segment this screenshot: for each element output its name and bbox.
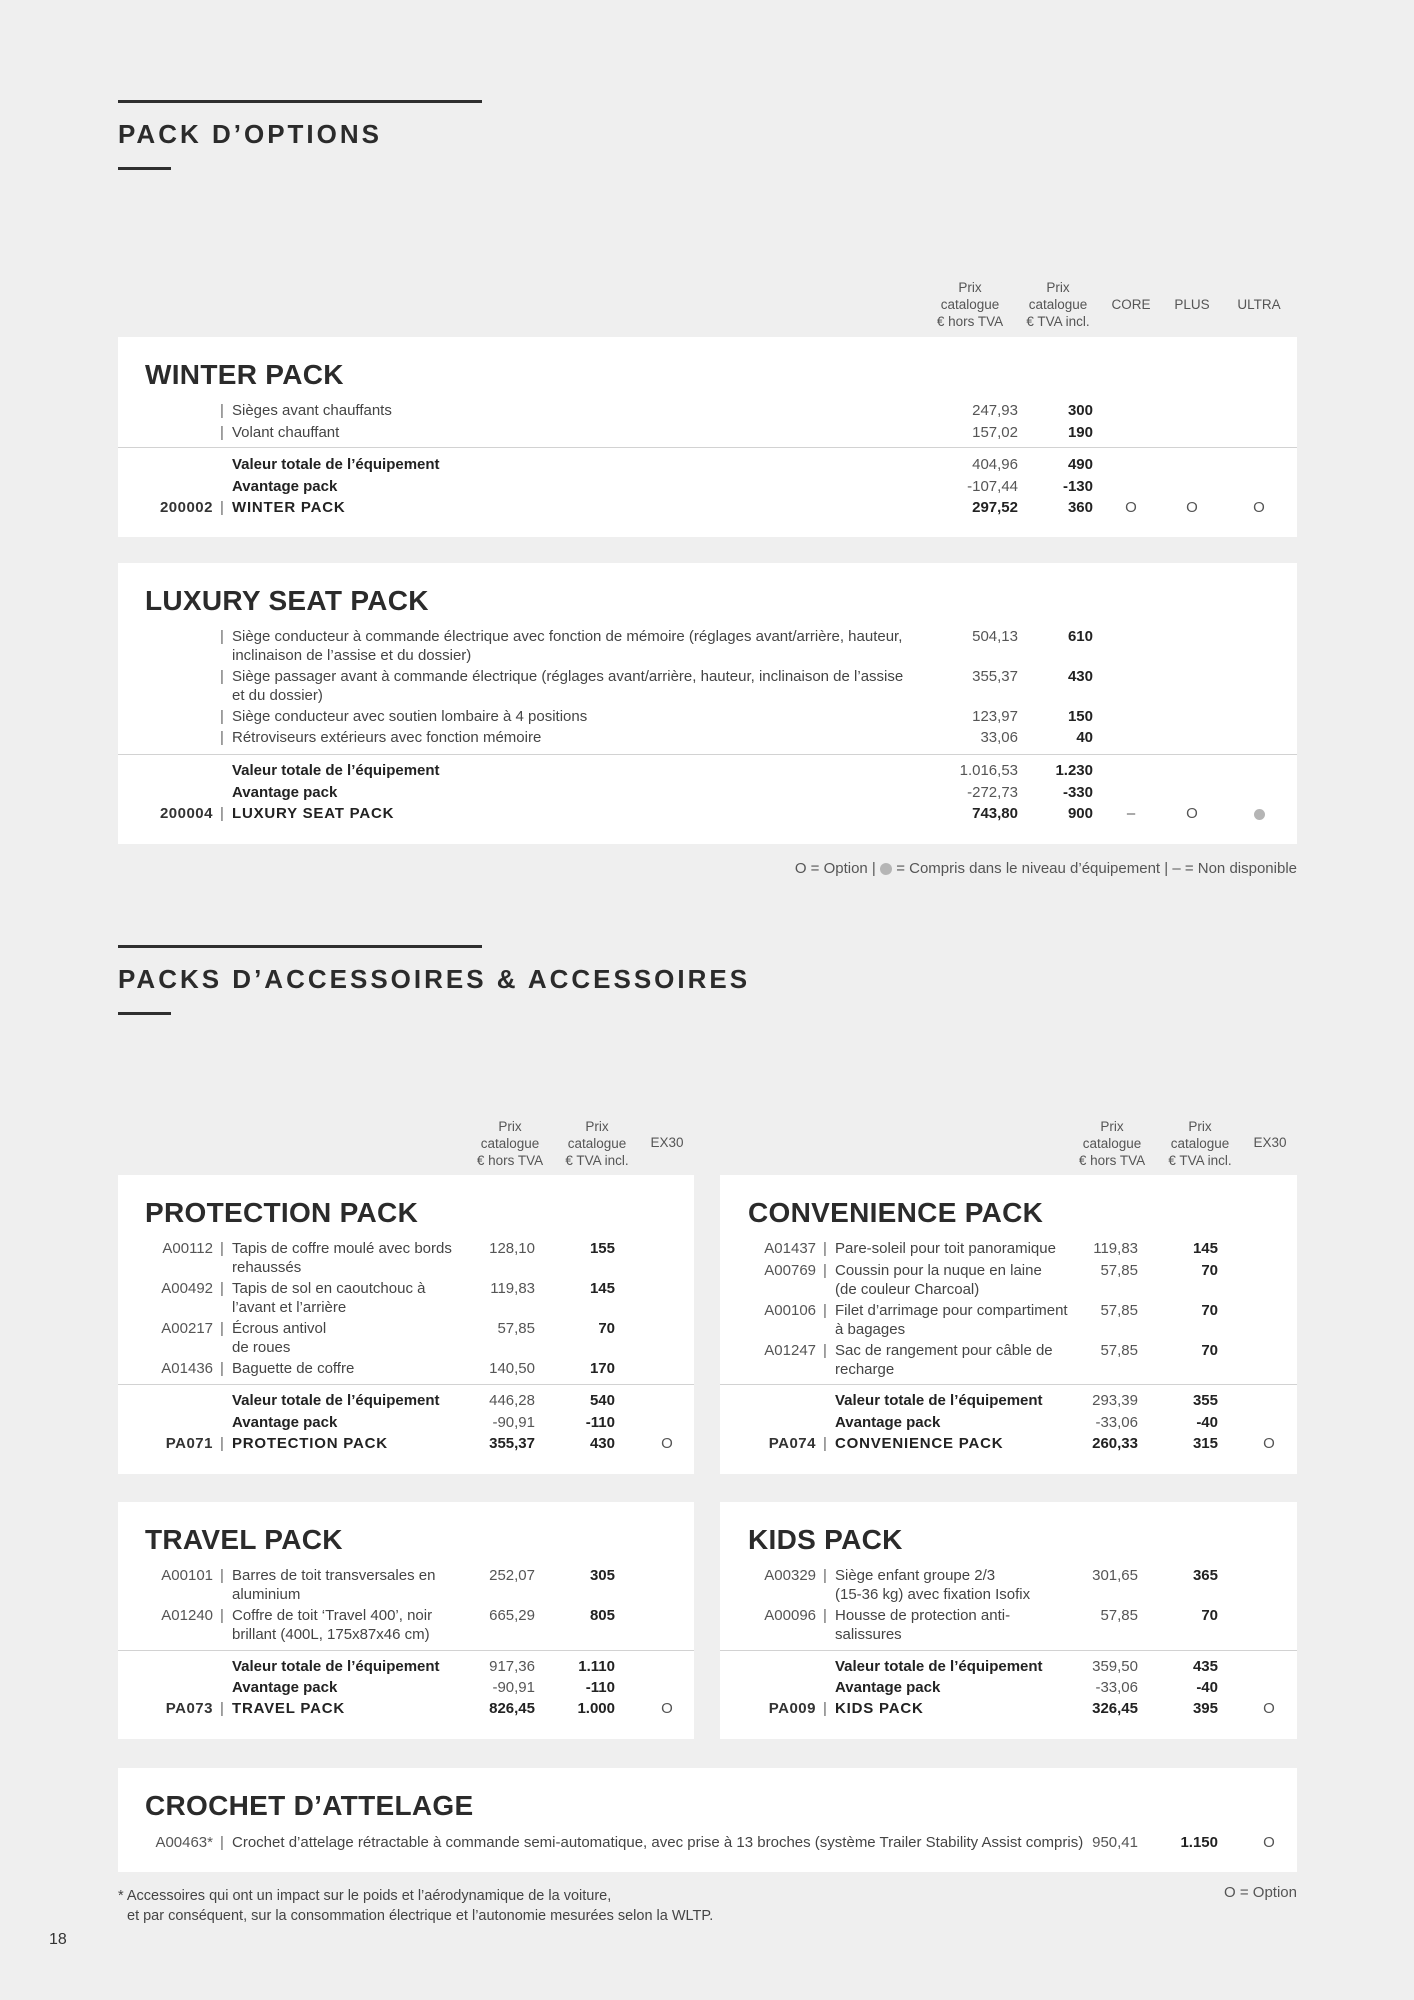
divider xyxy=(720,1650,1297,1651)
header-price-excl: Prix catalogue € hors TVA xyxy=(936,280,1004,329)
option-mark: O xyxy=(1263,1435,1275,1452)
header-core: CORE xyxy=(1111,297,1151,312)
option-mark: O xyxy=(661,1700,673,1717)
travel-pack-card: TRAVEL PACK A00101 | Barres de toit transversales en aluminium 252,07 305 A01240 | Coffre de toit ‘Travel 400’, noir brillant (400L, 175x87x46 cm) 665,29 805 Valeur totale de l’équipement 917,36 1.110 Avantage pack -90,91 -110 PA073 | TRAVEL PACK 826,45 1.000 O xyxy=(118,1502,694,1739)
protection-pack-title: PROTECTION PACK xyxy=(145,1197,419,1228)
option-mark: O xyxy=(1125,499,1137,516)
luxury-seat-pack-title: LUXURY SEAT PACK xyxy=(145,585,429,616)
header-ultra: ULTRA xyxy=(1237,297,1281,312)
convenience-pack-card: CONVENIENCE PACK A01437 | Pare-soleil pour toit panoramique 119,83 145 A00769 | Coussin pour la nuque en laine (de couleur Charcoal) 57,85 70 A00106 | Filet d’arrimage pour compartiment à bagages 57,85 70 A01247 | Sac de rangement pour câble de recharge 57,85 70 Valeur totale de l’équipement 293,39 355 Avantage pack -33,06 -40 PA074 | CONVENIENCE PACK 260,33 315 O xyxy=(720,1175,1297,1474)
option-legend: O = Option xyxy=(1224,1884,1297,1901)
header-price-excl: Prix catalogue € hors TVA xyxy=(1078,1119,1146,1168)
option-mark: O xyxy=(1263,1700,1275,1717)
footnote: * Accessoires qui ont un impact sur le poids et l’aérodynamique de la voiture, et par conséquent, sur la consommation électrique et l’autonomie mesurées selon la WLTP. xyxy=(118,1888,714,1924)
divider xyxy=(720,1384,1297,1385)
included-dot-icon xyxy=(1244,804,1274,823)
header-price-incl: Prix catalogue € TVA incl. xyxy=(1026,280,1090,329)
option-mark: O xyxy=(1263,1834,1275,1851)
section-rule-bottom xyxy=(118,167,171,170)
section-title-accessories: PACKS D’ACCESSOIRES & ACCESSOIRES xyxy=(118,964,751,994)
winter-pack-card: WINTER PACK | Sièges avant chauffants 247,93 300 | Volant chauffant 157,02 190 Valeur totale de l’équipement 404,96 490 Avantage pack -107,44 -130 200002 | WINTER PACK 297,52 360 O O O xyxy=(118,337,1297,537)
header-price-excl: Prix catalogue € hors TVA xyxy=(476,1119,544,1168)
header-ex30: EX30 xyxy=(650,1135,684,1150)
divider xyxy=(118,1384,694,1385)
section-rule-top xyxy=(118,100,482,103)
section-title-options: PACK D’OPTIONS xyxy=(118,119,382,149)
header-plus: PLUS xyxy=(1174,297,1210,312)
option-mark: O xyxy=(1253,499,1265,516)
option-mark: O xyxy=(1186,499,1198,516)
divider xyxy=(118,754,1297,755)
section-rule-top xyxy=(118,945,482,948)
section-rule-bottom xyxy=(118,1012,171,1015)
not-available-mark: – xyxy=(1126,805,1136,822)
option-mark: O xyxy=(1186,805,1198,822)
page-number: 18 xyxy=(49,1931,67,1948)
kids-pack-title: KIDS PACK xyxy=(748,1524,903,1555)
legend: O = Option | = Compris dans le niveau d’équipement | – = Non disponible xyxy=(794,860,1297,877)
kids-pack-card: KIDS PACK A00329 | Siège enfant groupe 2/3 (15-36 kg) avec fixation Isofix 301,65 365 A00096 | Housse de protection anti- salissures 57,85 70 Valeur totale de l’équipement 359,50 435 Avantage pack -33,06 -40 PA009 | KIDS PACK 326,45 395 O xyxy=(720,1502,1297,1739)
travel-pack-title: TRAVEL PACK xyxy=(145,1524,343,1555)
header-price-incl: Prix catalogue € TVA incl. xyxy=(565,1119,629,1168)
included-dot-icon xyxy=(880,863,892,875)
divider xyxy=(118,1650,694,1651)
protection-pack-card: PROTECTION PACK A00112 | Tapis de coffre moulé avec bords rehaussés 128,10 155 A00492 | Tapis de sol en caoutchouc à l’avant et l’arrière 119,83 145 A00217 | Écrous antivol de roues 57,85 70 A01436 | Baguette de coffre 140,50 170 Valeur totale de l’équipement 446,28 540 Avantage pack -90,91 -110 PA071 | PROTECTION PACK 355,37 430 O xyxy=(118,1175,694,1474)
tow-hook-title: CROCHET D’ATTELAGE xyxy=(145,1790,474,1821)
header-ex30: EX30 xyxy=(1253,1135,1287,1150)
tow-hook-card: CROCHET D’ATTELAGE A00463* | Crochet d’attelage rétractable à commande semi-automatique, avec prise à 13 broches (système Trailer Stability Assist compris) 950,41 1.150 O xyxy=(118,1768,1297,1872)
luxury-seat-pack-card: LUXURY SEAT PACK | Siège conducteur à commande électrique avec fonction de mémoire (réglages avant/arrière, hauteur, inclinaison de l’assise et du dossier) 504,13 610 | Siège passager avant à commande électrique (réglages avant/arrière, hauteur, inclinaison de l’assise et du dossier) 355,37 430 | Siège conducteur avec soutien lombaire à 4 positions 123,97 150 | Rétroviseurs extérieurs avec fonction mémoire 33,06 40 Valeur totale de l’équipement 1.016,53 1.230 Avantage pack -272,73 -330 200004 | LUXURY SEAT PACK 743,80 900 – O xyxy=(118,563,1297,844)
option-mark: O xyxy=(661,1435,673,1452)
header-price-incl: Prix catalogue € TVA incl. xyxy=(1168,1119,1232,1168)
convenience-pack-title: CONVENIENCE PACK xyxy=(748,1197,1044,1228)
winter-pack-title: WINTER PACK xyxy=(145,359,344,390)
divider xyxy=(118,447,1297,448)
